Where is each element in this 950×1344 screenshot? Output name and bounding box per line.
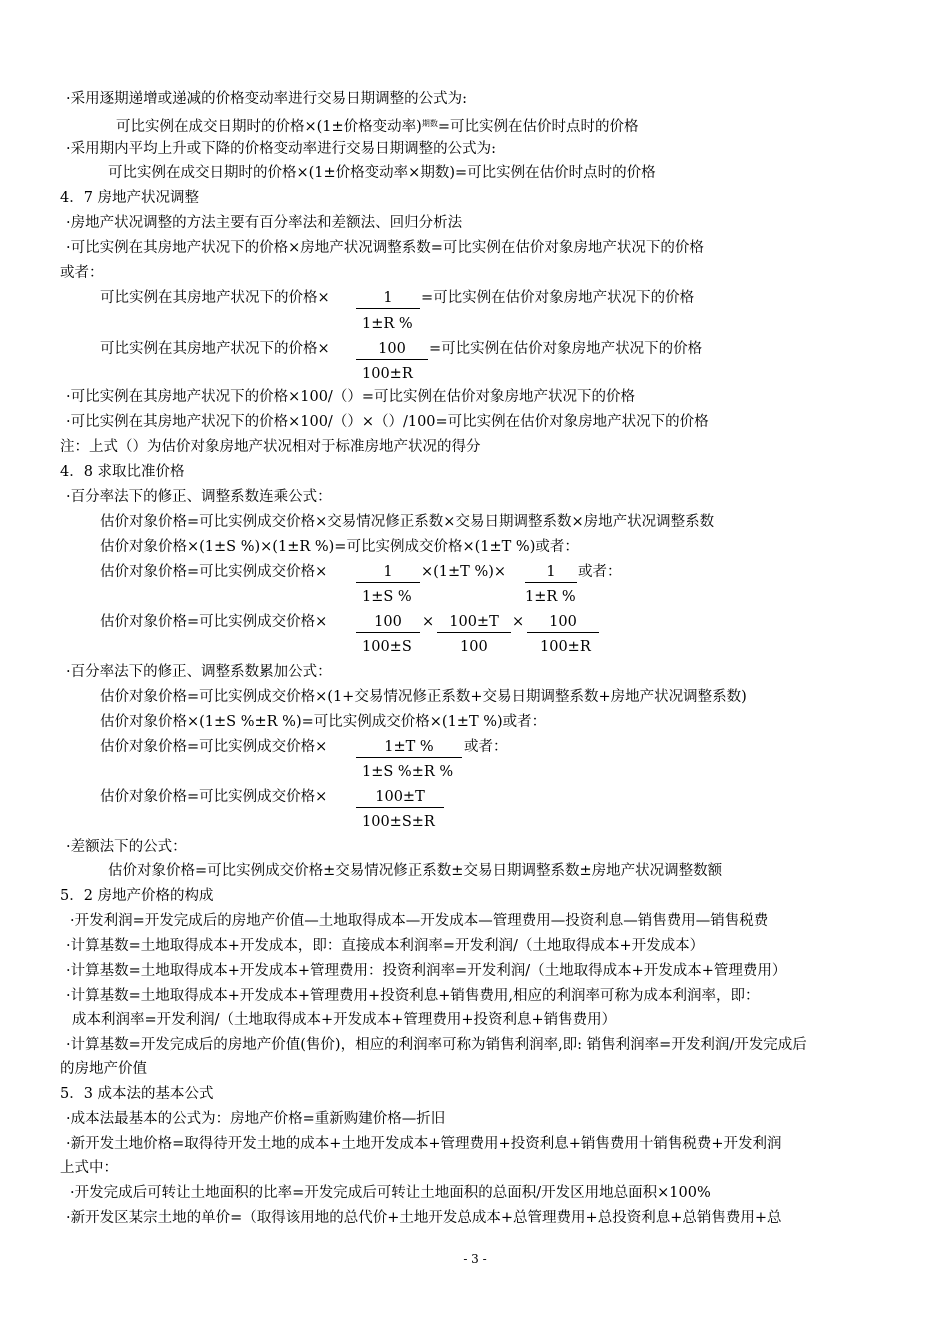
- text-line: 上式中：: [60, 1160, 118, 1176]
- text-line: ·新开发土地价格=取得待开发土地的成本+土地开发成本+管理费用+投资利息+销售费用十销售税费+开发利润: [66, 1136, 782, 1152]
- multiply-sign: ×: [422, 614, 435, 630]
- text-line: 或者：: [60, 265, 104, 281]
- section-heading: 5．2 房地产价格的构成: [60, 888, 214, 904]
- section-heading: 4．7 房地产状况调整: [60, 190, 200, 206]
- formula-lead: 可比实例在其房地产状况下的价格×: [100, 290, 330, 306]
- fraction-numerator: 1: [356, 289, 420, 309]
- fraction-numerator: 100: [356, 613, 420, 633]
- formula-part: 可比实例在成交日期时的价格×(1±价格变动率): [116, 119, 422, 135]
- fraction-numerator: 1±T %: [356, 738, 462, 758]
- fraction-denominator: 1±S %: [362, 589, 412, 605]
- formula-tail: 或者：: [464, 739, 508, 755]
- text-line: ·百分率法下的修正、调整系数累加公式：: [66, 664, 332, 680]
- fraction-denominator: 100: [460, 639, 488, 655]
- fraction-denominator: 100±S: [362, 639, 412, 655]
- text-line: ·可比实例在其房地产状况下的价格×100/（）×（）/100=可比实例在估价对象房地产状况下的价格: [66, 414, 709, 430]
- fraction-denominator: 100±R: [362, 366, 413, 382]
- text-line: 估价对象价格×(1±S %±R %)=可比实例成交价格×(1±T %)或者：: [100, 714, 547, 730]
- text-line: ·成本法最基本的公式为：房地产价格=重新购建价格—折旧: [66, 1111, 446, 1127]
- text-line: 估价对象价格=可比实例成交价格±交易情况修正系数±交易日期调整系数±房地产状况调整数额: [108, 863, 723, 879]
- formula-lead: 可比实例在其房地产状况下的价格×: [100, 341, 330, 357]
- fraction-denominator: 100±S±R: [362, 814, 435, 830]
- text-line: 估价对象价格=可比实例成交价格×交易情况修正系数×交易日期调整系数×房地产状况调整系数: [100, 514, 715, 530]
- text-line: 估价对象价格=可比实例成交价格×(1+交易情况修正系数+交易日期调整系数+房地产状况调整系数): [100, 689, 747, 705]
- formula-tail: =可比实例在估价对象房地产状况下的价格: [429, 341, 703, 357]
- fraction-denominator: 1±R %: [525, 589, 576, 605]
- text-line: ·百分率法下的修正、调整系数连乘公式：: [66, 489, 332, 505]
- formula-lead: 估价对象价格=可比实例成交价格×: [100, 789, 328, 805]
- formula-part: =可比实例在估价时点时的价格: [437, 119, 639, 135]
- text-line: 注：上式（）为估价对象房地产状况相对于标准房地产状况的得分: [60, 439, 481, 455]
- formula-lead: 估价对象价格=可比实例成交价格×: [100, 739, 328, 755]
- fraction-denominator: 100±R: [540, 639, 591, 655]
- text-line: [116, 115, 639, 136]
- formula-lead: 估价对象价格=可比实例成交价格×: [100, 564, 328, 580]
- text-line: ·可比实例在其房地产状况下的价格×房地产状况调整系数=可比实例在估价对象房地产状况下的价格: [66, 240, 704, 256]
- fraction-numerator: 100±T: [356, 788, 444, 808]
- fraction-numerator: 100: [356, 340, 428, 360]
- text-line: ·房地产状况调整的方法主要有百分率法和差额法、回归分析法: [66, 215, 463, 231]
- text-line: 估价对象价格×(1±S %)×(1±R %)=可比实例成交价格×(1±T %)或者：: [100, 539, 579, 555]
- text-line: ·计算基数=土地取得成本+开发成本+管理费用：投资利润率=开发利润/（土地取得成本+开发成本+管理费用）: [66, 963, 787, 979]
- fraction-denominator: 1±S %±R %: [362, 764, 454, 780]
- section-heading: 4．8 求取比准价格: [60, 464, 185, 480]
- fraction-denominator: 1±R %: [362, 316, 413, 332]
- multiply-sign: ×: [512, 614, 525, 630]
- superscript: 期数: [421, 119, 438, 128]
- text-line: 的房地产价值: [60, 1061, 147, 1077]
- formula-lead: 估价对象价格=可比实例成交价格×: [100, 614, 328, 630]
- text-line: ·新开发区某宗土地的单价=（取得该用地的总代价+土地开发总成本+总管理费用+总投资利息+总销售费用+总: [66, 1210, 782, 1226]
- page-number: - 3 -: [463, 1252, 487, 1266]
- fraction-numerator: 1: [525, 563, 577, 583]
- text-line: ·计算基数=土地取得成本+开发成本+管理费用+投资利息+销售费用,相应的利润率可称为成本利润率，即：: [66, 988, 760, 1004]
- text-line: ·计算基数=土地取得成本+开发成本，即：直接成本利润率=开发利润/（土地取得成本+开发成本）: [66, 938, 705, 954]
- fraction-numerator: 100: [527, 613, 599, 633]
- text-line: 成本利润率=开发利润/（土地取得成本+开发成本+管理费用+投资利息+销售费用）: [72, 1012, 617, 1028]
- formula-tail: =可比实例在估价对象房地产状况下的价格: [421, 290, 695, 306]
- text-line: ·开发完成后可转让土地面积的比率=开发完成后可转让土地面积的总面积/开发区用地总面积×100%: [70, 1185, 711, 1201]
- text-line: ·采用逐期递增或递减的价格变动率进行交易日期调整的公式为:: [66, 91, 467, 107]
- formula-tail: 或者：: [578, 564, 622, 580]
- text-line: ·计算基数=开发完成后的房地产价值(售价)，相应的利润率可称为销售利润率,即: 销售利润率=开发利润/开发完成后: [66, 1037, 807, 1053]
- fraction-numerator: 100±T: [437, 613, 511, 633]
- text-line: ·差额法下的公式：: [66, 839, 187, 855]
- text-line: 可比实例在成交日期时的价格×(1±价格变动率×期数)=可比实例在估价时点时的价格: [108, 165, 656, 181]
- text-line: ·可比实例在其房地产状况下的价格×100/（）=可比实例在估价对象房地产状况下的价格: [66, 389, 635, 405]
- section-heading: 5．3 成本法的基本公式: [60, 1086, 214, 1102]
- text-line: ·采用期内平均上升或下降的价格变动率进行交易日期调整的公式为:: [66, 141, 496, 157]
- formula-part: ×(1±T %)×: [421, 564, 507, 580]
- fraction-numerator: 1: [356, 563, 420, 583]
- text-line: ·开发利润=开发完成后的房地产价值—土地取得成本—开发成本—管理费用—投资利息—销售费用—销售税费: [70, 913, 769, 929]
